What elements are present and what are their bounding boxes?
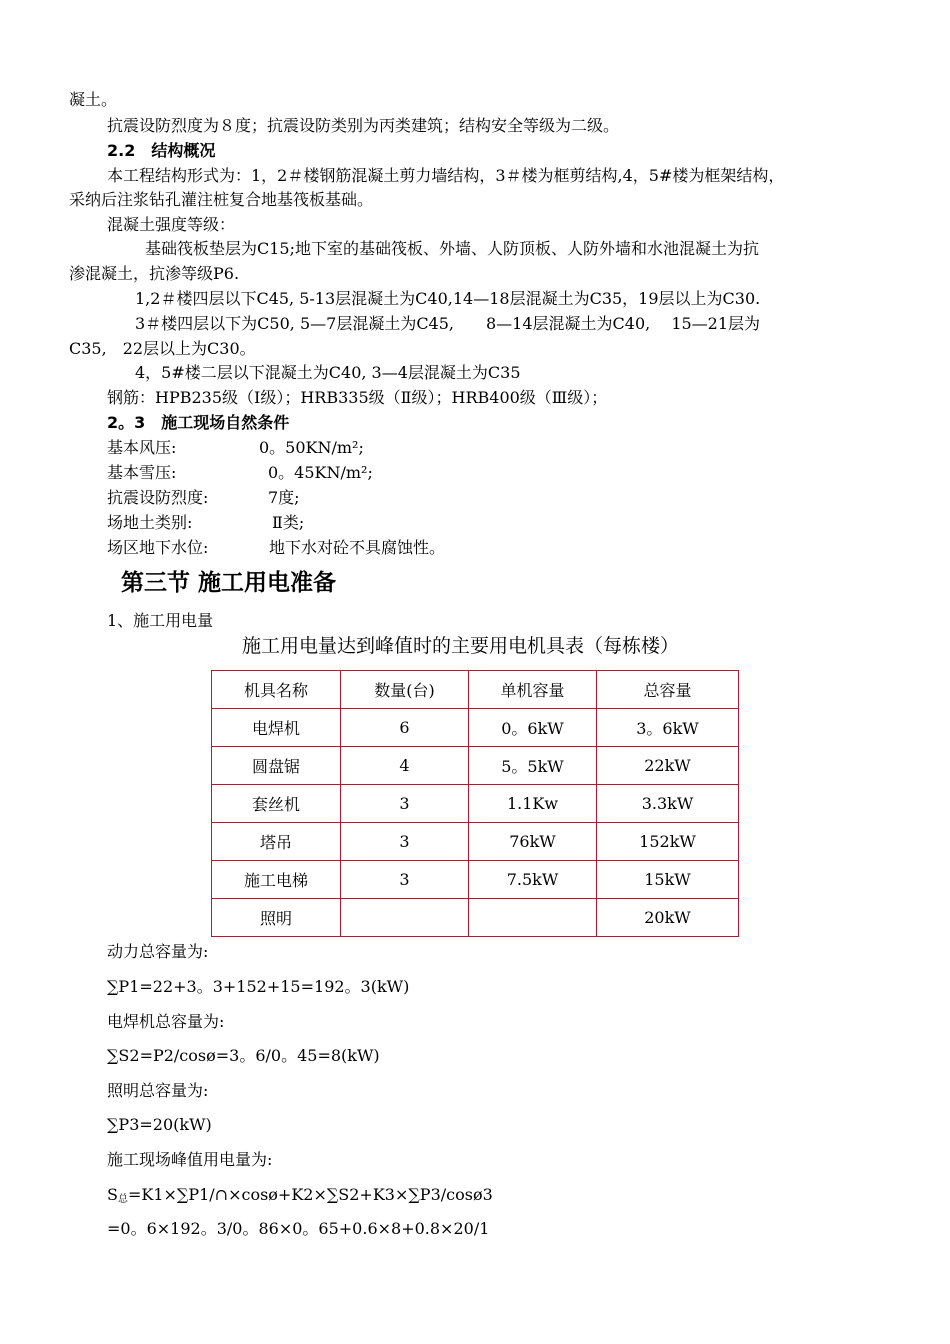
- table-cell: 20kW: [597, 899, 739, 937]
- condition-label: 场地土类别:: [107, 513, 193, 532]
- condition-value: 7度;: [268, 488, 300, 507]
- calc-line: 施工现场峰值用电量为:: [107, 1150, 273, 1169]
- calc-formula: [107, 1184, 493, 1211]
- condition-label: 基本风压:: [107, 438, 177, 457]
- table-cell: 3.3kW: [597, 785, 739, 823]
- table-cell: 152kW: [597, 823, 739, 861]
- table-cell: 1.1Kw: [469, 785, 597, 823]
- text-line: 3＃楼四层以下为C50, 5—7层混凝土为C45, 8—14层混凝土为C40, 15—21层为: [135, 314, 761, 333]
- table-cell: 施工电梯: [212, 861, 341, 899]
- text-line: 混凝土强度等级：: [107, 215, 236, 234]
- table-row: [212, 747, 739, 785]
- table-cell: 3。6kW: [597, 709, 739, 747]
- calc-formula: ∑P3=20(kW): [107, 1115, 212, 1134]
- calc-line: 照明总容量为:: [107, 1081, 209, 1100]
- table-row: [212, 861, 739, 899]
- section-title: 第三节 施工用电准备: [121, 570, 337, 596]
- table-cell: 圆盘锯: [212, 747, 341, 785]
- condition-value: 0。45KN/m²;: [268, 463, 373, 482]
- table-cell: 塔吊: [212, 823, 341, 861]
- table-cell: 3: [341, 823, 469, 861]
- table-header-cell: 单机容量: [469, 671, 597, 709]
- table-row: [212, 823, 739, 861]
- text-line: 抗震设防烈度为８度；抗震设防类别为丙类建筑；结构安全等级为二级。: [107, 116, 620, 135]
- formula-symbol: S: [107, 1185, 118, 1204]
- text-line: 凝土。: [69, 90, 118, 109]
- text-line: C35, 22层以上为C30。: [69, 339, 256, 358]
- equipment-table: [211, 670, 739, 937]
- table-cell: 3: [341, 785, 469, 823]
- text-line: 1,2＃楼四层以下C45, 5-13层混凝土为C40,14—18层混凝土为C35，19层以上为C30.: [135, 289, 761, 308]
- table-cell: 电焊机: [212, 709, 341, 747]
- table-cell: 5。5kW: [469, 747, 597, 785]
- table-cell: 22kW: [597, 747, 739, 785]
- heading-2-2: 2.2 结构概况: [107, 141, 216, 160]
- table-row: [212, 709, 739, 747]
- table-cell: 15kW: [597, 861, 739, 899]
- text-line: 采纳后注浆钻孔灌注桩复合地基筏板基础。: [69, 190, 374, 209]
- table-header-cell: 总容量: [597, 671, 739, 709]
- table-cell: 7.5kW: [469, 861, 597, 899]
- table-cell: 6: [341, 709, 469, 747]
- table-caption: 施工用电量达到峰值时的主要用电机具表（每栋楼）: [242, 635, 680, 657]
- table-cell: 照明: [212, 899, 341, 937]
- condition-label: 场区地下水位:: [107, 538, 209, 557]
- calc-line: 动力总容量为:: [107, 942, 209, 961]
- calc-formula: =0。6×192。3/0。86×0。65+0.6×8+0.8×20/1: [107, 1219, 490, 1238]
- condition-value: Ⅱ类;: [272, 513, 305, 532]
- formula-subscript: 总: [117, 1194, 128, 1205]
- table-cell: 套丝机: [212, 785, 341, 823]
- subsection-title: 1、施工用电量: [107, 611, 214, 630]
- table-cell: 76kW: [469, 823, 597, 861]
- table-header-cell: 机具名称: [212, 671, 341, 709]
- condition-label: 基本雪压:: [107, 463, 177, 482]
- text-line: 钢筋：HPB235级（Ⅰ级）；HRB335级（Ⅱ级）；HRB400级（Ⅲ级）；: [107, 388, 608, 407]
- table-header-cell: 数量(台): [341, 671, 469, 709]
- table-row: [212, 785, 739, 823]
- table-cell: [469, 899, 597, 937]
- condition-value: 0。50KN/m²;: [259, 438, 364, 457]
- table-cell: 4: [341, 747, 469, 785]
- text-line: 渗混凝土，抗渗等级P6.: [69, 264, 240, 283]
- formula-body: =K1×∑P1/∩×cosø+K2×∑S2+K3×∑P3/cosø3: [127, 1185, 493, 1204]
- condition-label: 抗震设防烈度:: [107, 488, 209, 507]
- table-row: [212, 899, 739, 937]
- table-header-row: [212, 671, 739, 709]
- condition-value: 地下水对砼不具腐蚀性。: [269, 538, 446, 557]
- calc-formula: ∑P1=22+3。3+152+15=192。3(kW): [107, 977, 410, 996]
- text-line: 4，5#楼二层以下混凝土为C40, 3—4层混凝土为C35: [135, 363, 521, 382]
- table-cell: 3: [341, 861, 469, 899]
- calc-formula: ∑S2=P2/cosø=3。6/0。45=8(kW): [107, 1046, 380, 1065]
- text-line: 本工程结构形式为：1，2＃楼钢筋混凝土剪力墙结构，3＃楼为框剪结构,4，5#楼为框架结构，: [107, 166, 785, 185]
- text-line: 基础筏板垫层为C15;地下室的基础筏板、外墙、人防顶板、人防外墙和水池混凝土为抗: [145, 239, 759, 258]
- heading-2-3: 2。3 施工现场自然条件: [107, 413, 290, 432]
- table-cell: 0。6kW: [469, 709, 597, 747]
- calc-line: 电焊机总容量为:: [107, 1012, 225, 1031]
- table-cell: [341, 899, 469, 937]
